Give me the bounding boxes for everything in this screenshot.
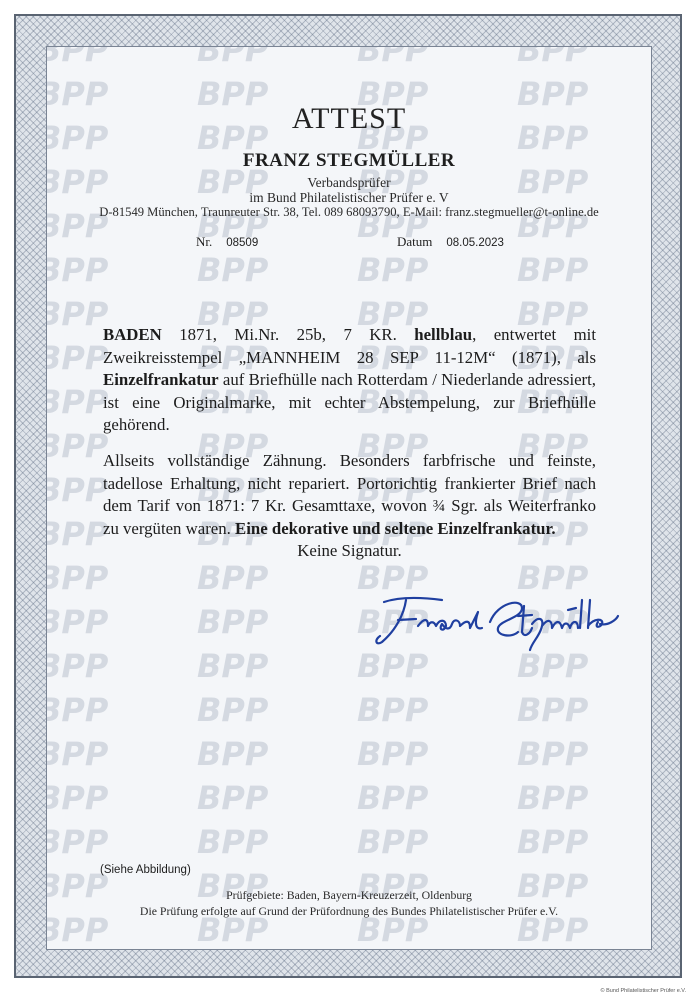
number-value: 08509 xyxy=(226,237,259,249)
postmark-details: , entwertet mit Zweikreisstempel „MANNHEIM 28 SEP 11-12M“ (1871), als xyxy=(103,325,596,367)
signature-strokes xyxy=(376,598,618,650)
date-value: 08.05.2023 xyxy=(446,237,504,249)
color-bold: hellblau xyxy=(414,325,473,344)
certificate-title: ATTEST xyxy=(291,102,407,135)
handwritten-signature xyxy=(372,588,632,654)
examiner-name: FRANZ STEGMÜLLER xyxy=(242,150,456,171)
cover-details: auf Briefhülle nach Rotterdam / Niederlande adressiert, ist eine Originalmarke, mit echter Abstempelung, zur Briefhülle gehörend. xyxy=(103,370,596,434)
date-label: Datum xyxy=(397,234,433,249)
examiner-affiliation: im Bund Philatelistischer Prüfer e. V xyxy=(249,190,449,205)
signature-note: Keine Signatur. xyxy=(297,541,402,560)
franking-bold: Einzelfrankatur xyxy=(103,370,219,389)
summary-bold: Eine dekorative und seltene Einzelfrankatur. xyxy=(235,518,556,538)
description-paragraph xyxy=(103,324,596,437)
condition-text: Allseits vollständige Zähnung. Besonders farbfrische und feinste, tadellose Erhaltung, nicht repariert. Portorichtig frankierter Brief nach dem Tarif von 1871: 7 Kr. Gesamttaxe, wovon ¾ Sgr. als Weiterfranko zu vergüten waren. xyxy=(103,451,596,538)
certificate-number xyxy=(196,234,258,250)
number-label: Nr. xyxy=(196,234,213,249)
see-image-note: (Siehe Abbildung) xyxy=(100,864,191,876)
examiner-role: Verbandsprüfer xyxy=(307,175,391,190)
certificate-date xyxy=(397,234,504,250)
country-bold: BADEN xyxy=(103,325,162,344)
exam-areas: Prüfgebiete: Baden, Bayern-Kreuzerzeit, Oldenburg xyxy=(226,888,472,902)
exam-basis: Die Prüfung erfolgte auf Grund der Prüfordnung des Bundes Philatelistischer Prüfer e.V. xyxy=(139,904,559,918)
copyright-notice: © Bund Philatelistischer Prüfer e.V. xyxy=(600,988,686,994)
condition-paragraph xyxy=(103,450,596,563)
examiner-contact: D-81549 München, Traunreuter Str. 38, Tel. 089 68093790, E-Mail: franz.stegmueller@t-online.de xyxy=(99,205,599,219)
stamp-details: 1871, Mi.Nr. 25b, 7 KR. xyxy=(161,325,415,344)
